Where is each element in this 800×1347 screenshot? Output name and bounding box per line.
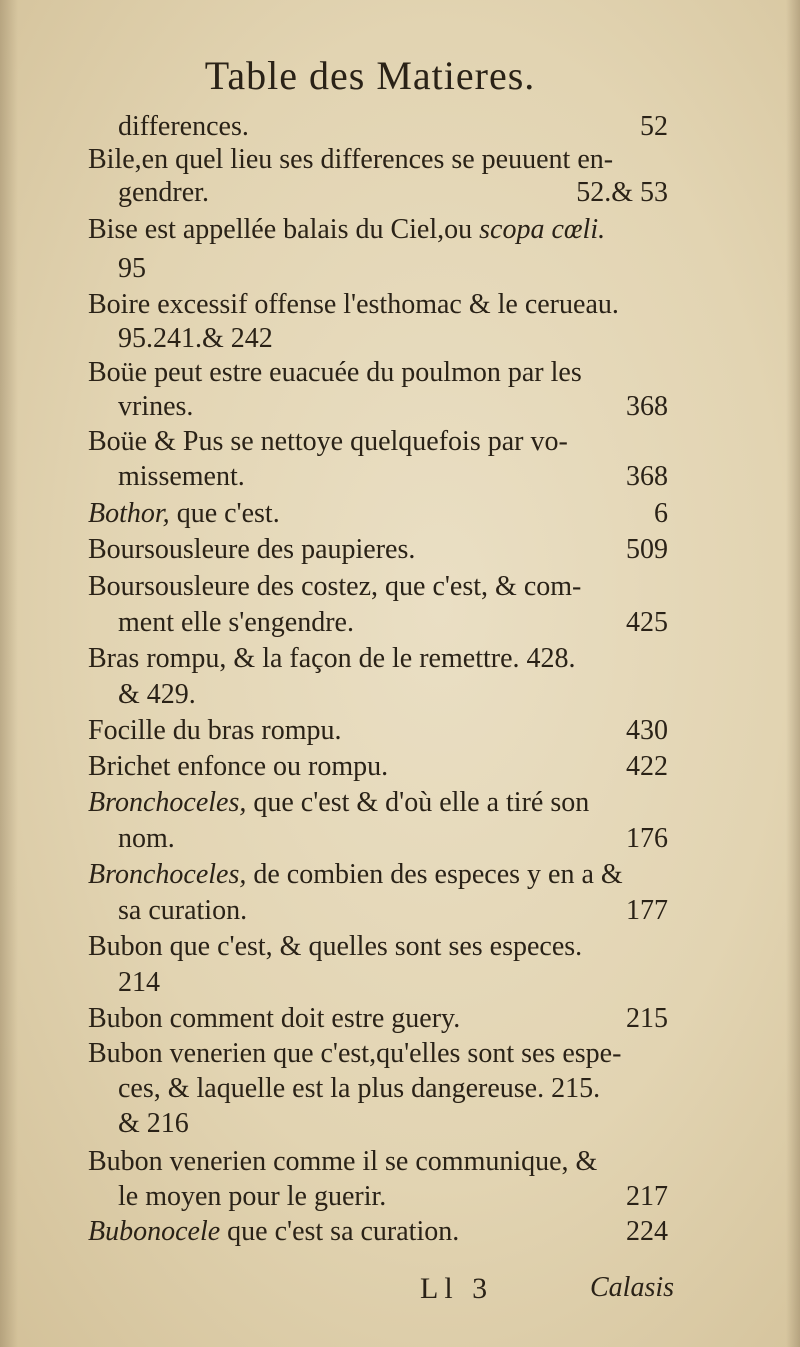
signature-mark: Ll 3 (420, 1272, 494, 1305)
entry-text: Bile,en quel lieu ses differences se peuuent en- (88, 144, 614, 175)
entry-text: Bubon comment doit estre guery. (88, 1003, 461, 1034)
entry-text: Brichet enfonce ou rompu. (88, 751, 389, 782)
entry-text: Boüe peut estre euacuée du poulmon par les (88, 357, 582, 388)
entry-text: Boüe & Pus se nettoye quelquefois par vo- (88, 426, 568, 457)
entry-page-ref: 430 (626, 715, 668, 746)
entry-text-part: Bise est appellée balais du Ciel,ou (88, 214, 480, 245)
entry-text-cont: missement. (118, 461, 245, 492)
entry-text-part: de combien des especes y en a & (246, 859, 623, 890)
entry-page-ref: 224 (626, 1216, 668, 1247)
entry-page-ref: 52 (640, 111, 668, 142)
entry-text-part: que c'est. (169, 498, 280, 529)
entry-text-cont: nom. (118, 823, 175, 854)
entry-page-ref: 177 (626, 895, 668, 926)
entry-text-cont: sa curation. (118, 895, 248, 926)
entry-text-part: que c'est sa curation. (220, 1216, 460, 1247)
entry-text: Bubon venerien que c'est,qu'elles sont ses espe- (88, 1038, 622, 1069)
entry-page-ref: 422 (626, 751, 668, 782)
entry-text (88, 858, 623, 892)
entry-text-cont: vrines. (118, 391, 194, 422)
entry-text-cont: & 216 (118, 1108, 189, 1139)
entry-text-italic: scopa cœli. (479, 214, 606, 245)
entry-page-ref: 368 (626, 461, 668, 492)
entry-page-ref: 95.241.& 242 (118, 323, 273, 354)
entry-text-cont: & 429. (118, 679, 196, 710)
entry-text-italic: Bothor, (88, 498, 170, 529)
entry-text: Bubon venerien comme il se communique, & (88, 1146, 598, 1177)
entry-text (88, 1215, 459, 1249)
entry-text: Focille du bras rompu. (88, 715, 342, 746)
entry-page-ref: 425 (626, 607, 668, 638)
entry-page-ref: 214 (118, 967, 160, 998)
entry-text-cont: le moyen pour le guerir. (118, 1181, 387, 1212)
entry-text: Boursousleure des costez, que c'est, & com- (88, 571, 582, 602)
entry-text (88, 497, 280, 531)
entry-page-ref: 509 (626, 534, 668, 565)
entry-text-part: que c'est & d'où elle a tiré son (246, 787, 590, 818)
entry-text-cont: gendrer. (118, 177, 209, 208)
entry-text: Boire excessif offense l'esthomac & le cerueau. (88, 289, 619, 320)
entry-page-ref: 6 (654, 498, 668, 529)
page-right-edge-shadow (786, 0, 800, 1347)
entry-text-cont: ces, & laquelle est la plus dangereuse. 215. (118, 1073, 601, 1104)
entry-text-cont: ment elle s'engendre. (118, 607, 354, 638)
page-title: Table des Matieres. (204, 53, 536, 98)
entry-text (88, 213, 605, 247)
entry-text-italic: Bronchoceles, (88, 859, 247, 890)
entry-page-ref: 368 (626, 391, 668, 422)
entry-text-italic: Bubonocele (88, 1216, 221, 1247)
entry-text: differences. (118, 111, 249, 142)
entry-text (88, 786, 589, 820)
entry-page-ref: 215 (626, 1003, 668, 1034)
entry-text: Bubon que c'est, & quelles sont ses especes. (88, 931, 583, 962)
entry-page-ref: 176 (626, 823, 668, 854)
catchword: Calasis (590, 1272, 675, 1303)
entry-page-ref: 52.& 53 (576, 177, 668, 208)
entry-text-italic: Bronchoceles, (88, 787, 247, 818)
entry-text: Boursousleure des paupieres. (88, 534, 416, 565)
entry-page-ref: 217 (626, 1181, 668, 1212)
page-left-edge-shadow (0, 0, 18, 1347)
entry-text: Bras rompu, & la façon de le remettre. 428. (88, 643, 576, 674)
entry-page-ref: 95 (118, 253, 146, 284)
